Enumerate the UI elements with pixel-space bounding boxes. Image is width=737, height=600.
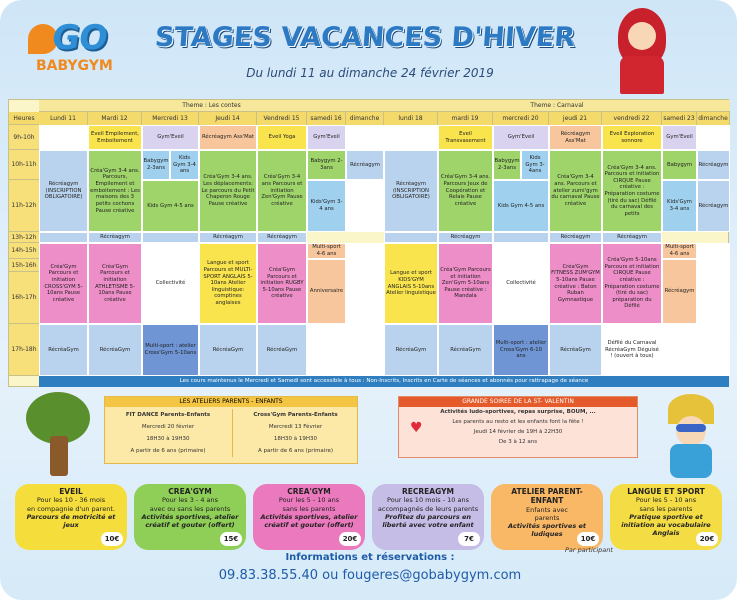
activity-line: Pour les 10 - 36 mois [36, 496, 106, 505]
schedule-cell: Kids Gym 3-4 ans [170, 150, 199, 180]
parent-child-workshops [104, 396, 358, 464]
schedule-cell: Créa'Gym 5-10ans Parcours et initiation CIRQUE Pause créative : Préparation costume (tiré du sac) préparation du Défilé [602, 243, 662, 324]
workshops-title: LES ATELIERS PARENTS - ENFANTS [105, 397, 357, 407]
schedule-cell [697, 243, 730, 376]
schedule-cell: Récréagym [602, 232, 662, 243]
schedule-cell: Récréagym (INSCRIPTION OBLIGATOIRE) [384, 150, 438, 232]
hour-label: 11h-12h [9, 180, 39, 232]
activity-line: accompagnés de leurs parents [377, 504, 479, 513]
schedule-cell: Collectivité [142, 243, 199, 324]
activity-line: avec ou sans les parents [149, 504, 231, 513]
schedule-cell: Gym'Eveil [662, 125, 697, 150]
activity-line: sans les parents [282, 504, 336, 513]
schedule-cell [697, 125, 730, 150]
logo-subtext: BABYGYM [36, 58, 113, 74]
hour-label: 10h-11h [9, 150, 39, 180]
schedule-cell: Kids Gym 3-4ans [521, 150, 549, 180]
schedule-cell [384, 125, 438, 150]
activity-card-langue-et-sport [610, 484, 722, 550]
schedule-cell: Créa'Gym 3-4 ans Parcours et initiation Zen'Gym Pause créative [257, 150, 307, 232]
schedule-cell: Créa'Gym 3-4 ans. Parcours et initiation CIRQUE Pause créative : Préparation costume (tiré du sac) Défilé du carnaval des petits [602, 150, 662, 232]
activity-desc: Activités sportives et ludiques [508, 522, 586, 539]
activity-desc: Profitez du parcours en liberté avec votre enfant [382, 512, 474, 529]
activity-line: Enfants avec [525, 505, 569, 514]
activity-desc: Parcours de motricité et jeux [26, 512, 116, 529]
schedule-cell: Récréagym Ass'Mat [549, 125, 602, 150]
schedule-cell: RécréaGym [199, 324, 257, 376]
schedule-cell: Créa'Gym 3-4 ans. Parcours et atelier zumi'gym du carnaval Pause créative [549, 150, 602, 232]
day-header: vendredi 22 [602, 112, 662, 125]
schedule-cell: Babygym 2-3ans [307, 150, 346, 180]
schedule-cell: Récréagym [438, 232, 493, 243]
schedule-cell: Créa'Gym FITNESS ZUM'GYM 5-10ans Pause créative : Baton Ruban Gymnastique [549, 243, 602, 324]
schedule-cell: Eveil Exploration sonnore [602, 125, 662, 150]
schedule-cell: Gym'Eveil [493, 125, 549, 150]
schedule-cell: Kids Gym 4-5 ans [493, 180, 549, 232]
hour-label: 15h-16h [9, 259, 39, 272]
schedule-cell [346, 180, 384, 232]
schedule-cell: Babygym 2-3ans [142, 150, 170, 180]
hours-header: Heures [9, 112, 39, 125]
schedule-cell: Gym'Eveil [142, 125, 199, 150]
logo-text: GO [49, 18, 110, 58]
hearts-icon: ♥ [410, 420, 423, 436]
schedule-cell [384, 232, 438, 243]
page-title: STAGES VACANCES D'HIVER [153, 22, 577, 53]
schedule-cell: Multi-sport : atelier Cross'Gym 5-10ans [142, 324, 199, 376]
schedule-cell: Créa'Gym 3-4 ans. Les déplacements: Le parcours du Petit Chaperon Rouge Pause créative [199, 150, 257, 232]
schedule-cell: RécréaGym [257, 324, 307, 376]
day-header: mercredi 20 [493, 112, 549, 125]
jester-illustration [662, 394, 720, 480]
schedule-cell: Récréagym [697, 150, 730, 180]
workshop-name: FIT DANCE Parents-Enfants [125, 412, 211, 418]
valentine-line: Les parents au resto et les enfants font la fête ! [452, 419, 584, 425]
schedule-cell: Gym'Eveil [307, 125, 346, 150]
schedule-footnote: Les cours maintenus le Mercredi et Samedi sont accessible à tous : Non-Inscrits, Inscrits en Carte de séances et abonnés pour rattrapage de séance [39, 376, 729, 387]
hour-label: 9h-10h [9, 125, 39, 150]
schedule-cell [39, 125, 88, 150]
schedule-cell [662, 324, 697, 376]
schedule-cell: Récréagym [199, 232, 257, 243]
workshop-date: Mercredi 13 Février [268, 424, 323, 430]
workshop-name: Cross'Gym Parents-Enfants [253, 412, 338, 418]
schedule-cell: Eveil Yoga [257, 125, 307, 150]
gobabygym-logo [22, 14, 137, 94]
red-riding-hood-illustration [612, 8, 672, 96]
day-header: dimanche [697, 112, 730, 125]
activity-desc: Activités sportives, atelier créatif et gouter (offert) [260, 512, 358, 529]
schedule-cell [346, 243, 384, 376]
day-header: lundi 18 [384, 112, 438, 125]
day-header: mardi 19 [438, 112, 493, 125]
schedule-cell: Récréagym [88, 232, 142, 243]
valentine-title: GRANDE SOIREE DE LA ST- VALENTIN [399, 397, 637, 407]
schedule-cell [39, 232, 88, 243]
contact-line[interactable]: 09.83.38.55.40 ou fougeres@gobabygym.com [218, 568, 522, 583]
schedule-cell: Multi-sport 4-6 ans [307, 243, 346, 259]
price-badge: 7€ [458, 532, 480, 546]
day-header: Mercredi 13 [142, 112, 199, 125]
schedule-cell: RécréaGym [88, 324, 142, 376]
schedule-cell: Créa'Gym Parcours et initiation Zen'Gym 5-10ans Pause créative : Mandala [438, 243, 493, 324]
day-header: samedi 23 [662, 112, 697, 125]
activity-line: en compagnie d'un parent. [27, 504, 115, 513]
hour-label: 16h-17h [9, 272, 39, 324]
schedule-cell: Collectivité [493, 243, 549, 324]
schedule-cell [346, 125, 384, 150]
day-header: jeudi 21 [549, 112, 602, 125]
workshop-time: 18H30 à 19H30 [273, 436, 318, 442]
activity-card-creagym-5-10 [253, 484, 365, 550]
schedule-cell: RécréaGym [438, 324, 493, 376]
price-badge: 10€ [101, 532, 123, 546]
day-header: Mardi 12 [88, 112, 142, 125]
schedule-cell: Eveil Empilement, Emboitement [88, 125, 142, 150]
workshop-time: 18H30 à 19H30 [146, 436, 190, 442]
schedule-cell: Créa'Gym 3-4 ans. Parcours Jeux de Coopération et Relais Pause créative [438, 150, 493, 232]
activity-title: CREA'GYM [168, 487, 212, 496]
hour-label: 13h-12h [9, 232, 39, 243]
valentine-line: Activités ludo-sportives, repas surprise, BOUM, ... [440, 409, 596, 415]
hour-label: 17h-18h [9, 324, 39, 376]
schedule-cell: Créa'Gym Parcours et initiation RUGBY 5-10ans Pause créative [257, 243, 307, 324]
theme-week1: Theme : Les contes [39, 100, 384, 112]
schedule-cell: Défilé du Carnaval RécréaGym Déguisé ! (ouvert à tous) [602, 324, 662, 376]
schedule-cell: Kids'Gym 3-4 ans [662, 180, 697, 232]
schedule-cell: RécréaGym [384, 324, 438, 376]
workshop-date: Mercredi 20 février [141, 424, 195, 430]
schedule-cell [142, 232, 199, 243]
activity-card-atelier-parent-enfant [491, 484, 603, 550]
activity-card-eveil [15, 484, 127, 550]
schedule-cell: RécréaGym [39, 324, 88, 376]
schedule-cell: Kids'Gym 3-4 ans [307, 180, 346, 232]
schedule-cell: Récréagym [346, 150, 384, 180]
schedule-cell: Récréagym [662, 259, 697, 324]
price-badge: 10€ [577, 532, 599, 546]
schedule-cell: Créa'Gym Parcours et initiation ATHLETISME 5-10ans Pause créative [88, 243, 142, 324]
activity-title: ATELIER PARENT-ENFANT [511, 487, 583, 506]
workshop-left [105, 409, 231, 457]
activity-card-recreagym [372, 484, 484, 550]
schedule-cell [307, 324, 346, 376]
schedule-cell: Créa'Gym Parcours et initiation CROSS'GYM 5-10ans Pause créative [39, 243, 88, 324]
activity-line: Pour les 10 mois - 10 ans [387, 496, 469, 505]
schedule-cell: Récréagym [549, 232, 602, 243]
day-header: dimanche [346, 112, 384, 125]
activity-desc: Activités sportives, atelier créatif et gouter (offert) [141, 512, 239, 529]
info-heading: Informations et réservations : [285, 552, 455, 563]
per-participant-note: Par participant [565, 546, 613, 554]
schedule-cell: Multi-sport : atelier Cross'Gym 6-10 ans [493, 324, 549, 376]
activity-line: Pour les 5 - 10 ans [635, 496, 697, 505]
activity-line: Pour les 3 - 4 ans [161, 496, 219, 505]
day-header: Vendredi 15 [257, 112, 307, 125]
schedule-cell: Babygym [662, 150, 697, 180]
schedule-cell: RécréaGym [549, 324, 602, 376]
schedule-cell: Récréagym [697, 180, 730, 232]
activity-card-creagym-3-4 [134, 484, 246, 550]
activity-desc: Pratique sportive et initiation au vocabulaire Anglais [621, 512, 711, 537]
price-badge: 15€ [220, 532, 242, 546]
price-badge: 20€ [339, 532, 361, 546]
schedule-cell: Récréagym (INSCRIPTION OBLIGATOIRE) [39, 150, 88, 232]
schedule-cell: Langue et sport Parcours et MULTI-SPORT ANGLAIS 5-10ans Atelier linguistique: comptines anglaises [199, 243, 257, 324]
schedule-cell: Langue et sport KIDS'GYM ANGLAIS 5-10ans Atelier linguistique [384, 243, 438, 324]
schedule-cell: Récréagym Ass'Mat [199, 125, 257, 150]
workshop-right [232, 409, 358, 457]
activity-line: Pour les 5 - 10 ans [278, 496, 340, 505]
schedule-cell: Babygym 2-3ans [493, 150, 521, 180]
valentine-evening [398, 396, 638, 458]
day-header: Lundi 11 [39, 112, 88, 125]
workshop-age: A partir de 6 ans (primaire) [257, 448, 334, 454]
day-header: Jeudi 14 [199, 112, 257, 125]
tree-illustration [26, 392, 96, 477]
valentine-line: Jeudi 14 février de 19H à 22H30 [473, 429, 563, 435]
schedule-table [8, 99, 729, 387]
page-subtitle: Du lundi 11 au dimanche 24 février 2019 [246, 66, 494, 80]
schedule-cell: Récréagym [257, 232, 307, 243]
valentine-line: De 3 à 12 ans [498, 439, 538, 445]
hour-label: 14h-15h [9, 243, 39, 259]
activity-title: EVEIL [59, 487, 83, 496]
day-header: samedi 16 [307, 112, 346, 125]
theme-week2: Theme : Carnaval [384, 100, 730, 112]
schedule-cell: Anniversaire [307, 259, 346, 324]
activity-title: CREA'GYM [287, 487, 331, 496]
schedule-cell: Eveil Transvasement [438, 125, 493, 150]
activity-title: LANGUE ET SPORT [627, 487, 705, 496]
price-badge: 20€ [696, 532, 718, 546]
activity-line: sans les parents [639, 504, 693, 513]
activity-title: RECREAGYM [402, 487, 454, 496]
workshop-age: A partir de 6 ans (primaire) [130, 448, 206, 454]
schedule-cell: Créa'Gym 3-4 ans. Parcours, Empilement et emboitement : Les maisons des 3 petits cochons Pause créative [88, 150, 142, 232]
schedule-cell: Kids Gym 4-5 ans [142, 180, 199, 232]
schedule-cell: Multi-sport 4-6 ans [662, 243, 697, 259]
activity-line: parents [534, 513, 560, 522]
schedule-cell [493, 232, 549, 243]
